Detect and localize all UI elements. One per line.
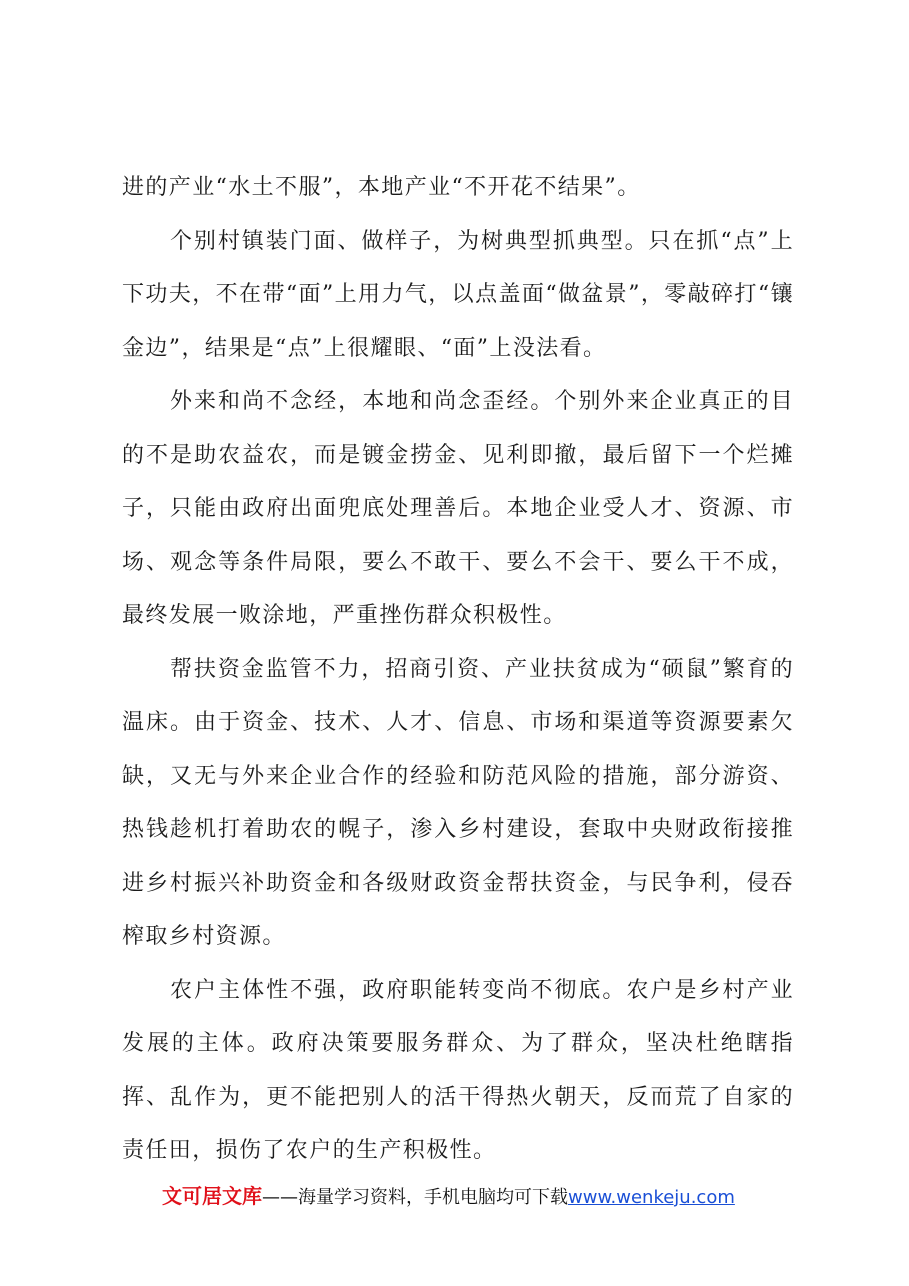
paragraph: 进的产业“水土不服”，本地产业“不开花不结果”。 — [122, 175, 641, 200]
paragraph: 农户主体性不强，政府职能转变尚不彻底。农户是乡村产业发展的主体。政府决策要服务群众、为了群众，坚决杜绝瞎指挥、乱作为，更不能把别人的活干得热火朝天，反而荒了自家的责任田，损伤了农户的生产积极性。 — [122, 977, 794, 1163]
paragraph: 个别村镇装门面、做样子，为树典型抓典型。只在抓“点”上下功夫，不在带“面”上用力气，以点盖面“做盆景”，零敲碎打“镶金边”，结果是“点”上很耀眼、“面”上没法看。 — [122, 228, 794, 361]
footer-banner — [162, 1181, 782, 1213]
paragraph: 帮扶资金监管不力，招商引资、产业扶贫成为“硕鼠”繁育的温床。由于资金、技术、人才、信息、市场和渠道等资源要素欠缺，又无与外来企业合作的经验和防范风险的措施，部分游资、热钱趁机打着助农的幌子，渗入乡村建设，套取中央财政衔接推进乡村振兴补助资金和各级财政资金帮扶资金，与民争利，侵吞榨取乡村资源。 — [122, 656, 794, 949]
footer-tagline: ——海量学习资料，手机电脑均可下载 — [262, 1187, 568, 1208]
footer-brand: 文可居文库 — [162, 1184, 262, 1208]
footer-link[interactable]: www.wenkeju.com — [568, 1187, 735, 1208]
paragraph: 外来和尚不念经，本地和尚念歪经。个别外来企业真正的目的不是助农益农，而是镀金捞金、见利即撤，最后留下一个烂摊子，只能由政府出面兜底处理善后。本地企业受人才、资源、市场、观念等条件局限，要么不敢干、要么不会干、要么干不成，最终发展一败涂地，严重挫伤群众积极性。 — [122, 389, 794, 628]
document-body — [122, 161, 794, 1178]
